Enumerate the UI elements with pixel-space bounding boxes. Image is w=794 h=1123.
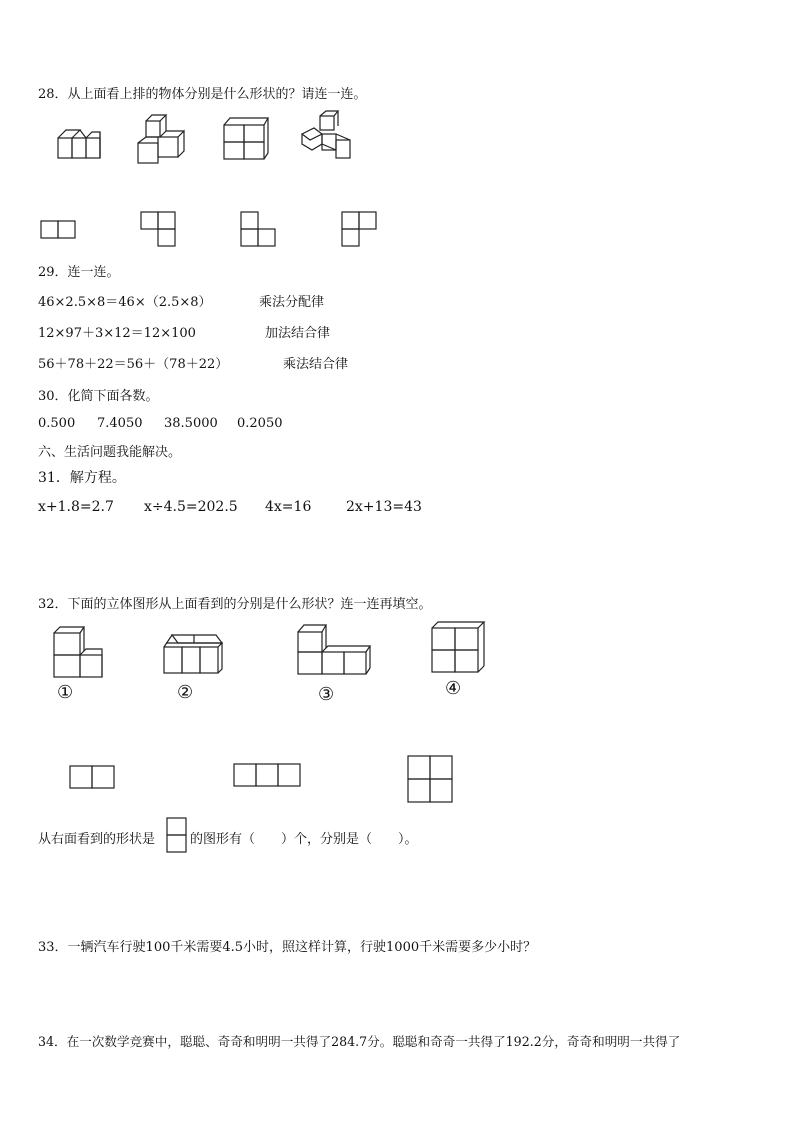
q30-title: 30．化简下面各数。 — [38, 389, 159, 404]
section6-title: 六、生活问题我能解决。 — [38, 445, 182, 460]
q30-item-4: 0.2050 — [237, 416, 283, 431]
q32-label-3: ③ — [318, 684, 335, 705]
q28-view-4 — [340, 210, 378, 248]
q28-view-3 — [239, 210, 277, 248]
q29-left-3: 56＋78＋22＝56＋（78＋22） — [38, 357, 229, 372]
q32-title: 32．下面的立体图形从上面看到的分别是什么形状？连一连再填空。 — [38, 597, 432, 612]
q32-label-2: ② — [177, 682, 194, 703]
q34-text: 34．在一次数学竞赛中，聪聪、奇奇和明明一共得了284.7分。聪聪和奇奇一共得了192.2分，奇奇和明明一共得了 — [38, 1034, 681, 1049]
q29-title: 29．连一连。 — [38, 265, 120, 280]
q33-text: 33．一辆汽车行驶100千米需要4.5小时，照这样计算，行驶1000千米需要多少小时？ — [38, 940, 537, 955]
q31-item-3: 4x=16 — [265, 499, 312, 515]
q29-right-2: 加法结合律 — [265, 326, 331, 341]
q32-view-2 — [233, 763, 303, 789]
q32-figure-2 — [162, 633, 224, 677]
q28-figure-2 — [136, 113, 186, 165]
q32-figure-3 — [296, 622, 372, 678]
q32-view-3 — [407, 755, 455, 803]
q28-figure-4 — [300, 110, 354, 162]
q32-figure-4 — [428, 620, 486, 674]
q28-figure-1 — [56, 124, 104, 162]
q31-title: 31．解方程。 — [38, 470, 126, 486]
q29-left-1: 46×2.5×8＝46×（2.5×8） — [38, 295, 212, 310]
q30-item-2: 7.4050 — [97, 416, 143, 431]
q28-title: 28．从上面看上排的物体分别是什么形状的？请连一连。 — [38, 87, 367, 102]
q28-figure-3 — [222, 115, 270, 161]
q28-view-2 — [139, 210, 177, 248]
q32-fill-after: 的图形有（ ）个，分别是（ ）。 — [190, 832, 418, 847]
q28-view-1 — [40, 220, 76, 240]
q29-right-3: 乘法结合律 — [283, 357, 349, 372]
q31-item-4: 2x+13=43 — [346, 499, 422, 515]
q29-right-1: 乘法分配律 — [259, 295, 325, 310]
q32-view-1 — [69, 765, 117, 791]
q32-figure-1 — [50, 625, 106, 681]
q32-label-1: ① — [57, 682, 74, 703]
q29-left-2: 12×97＋3×12＝12×100 — [38, 326, 196, 341]
q32-fill-before: 从右面看到的形状是 — [38, 832, 156, 847]
q30-item-3: 38.5000 — [164, 416, 218, 431]
q30-item-1: 0.500 — [38, 416, 76, 431]
q32-label-4: ④ — [445, 678, 462, 699]
q31-item-2: x÷4.5=202.5 — [144, 499, 238, 515]
q32-fill-shape — [166, 817, 188, 855]
q31-item-1: x+1.8=2.7 — [38, 499, 114, 515]
